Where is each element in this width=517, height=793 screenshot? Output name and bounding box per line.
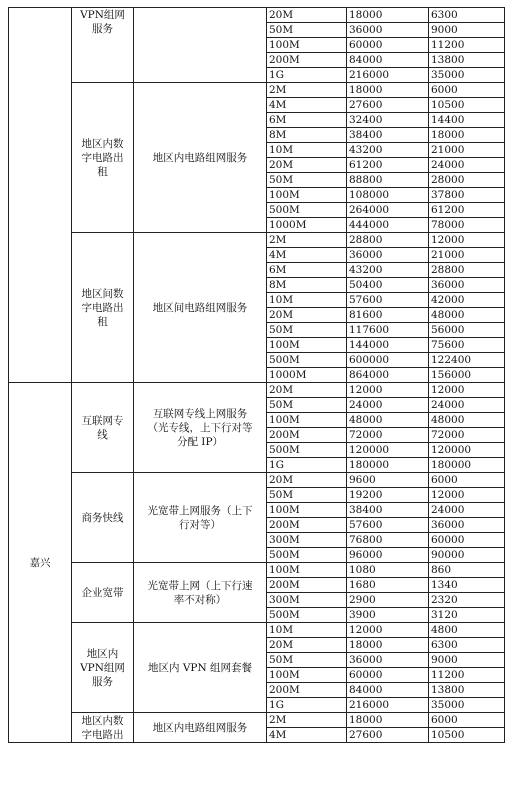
discount-price-cell: 35000 bbox=[429, 68, 505, 83]
list-price-cell: 600000 bbox=[347, 353, 429, 368]
bandwidth-cell: 200M bbox=[267, 518, 347, 533]
category-cell: VPN组网 服务 bbox=[72, 8, 134, 83]
list-price-cell: 36000 bbox=[347, 23, 429, 38]
list-price-cell: 28800 bbox=[347, 233, 429, 248]
table-row bbox=[9, 233, 505, 248]
list-price-cell: 24000 bbox=[347, 398, 429, 413]
bandwidth-cell: 2M bbox=[267, 233, 347, 248]
bandwidth-cell: 10M bbox=[267, 293, 347, 308]
bandwidth-cell: 8M bbox=[267, 128, 347, 143]
discount-price-cell: 2320 bbox=[429, 593, 505, 608]
list-price-cell: 1680 bbox=[347, 578, 429, 593]
list-price-cell: 84000 bbox=[347, 683, 429, 698]
bandwidth-cell: 100M bbox=[267, 38, 347, 53]
discount-price-cell: 90000 bbox=[429, 548, 505, 563]
bandwidth-cell: 20M bbox=[267, 8, 347, 23]
table-row bbox=[9, 623, 505, 638]
list-price-cell: 9600 bbox=[347, 473, 429, 488]
list-price-cell: 57600 bbox=[347, 518, 429, 533]
list-price-cell: 12000 bbox=[347, 623, 429, 638]
list-price-cell: 264000 bbox=[347, 203, 429, 218]
bandwidth-cell: 50M bbox=[267, 488, 347, 503]
discount-price-cell: 24000 bbox=[429, 398, 505, 413]
discount-price-cell: 72000 bbox=[429, 428, 505, 443]
bandwidth-cell: 200M bbox=[267, 683, 347, 698]
discount-price-cell: 37800 bbox=[429, 188, 505, 203]
discount-price-cell: 156000 bbox=[429, 368, 505, 383]
bandwidth-cell: 100M bbox=[267, 563, 347, 578]
bandwidth-cell: 1G bbox=[267, 458, 347, 473]
bandwidth-cell: 50M bbox=[267, 653, 347, 668]
bandwidth-cell: 1000M bbox=[267, 218, 347, 233]
discount-price-cell: 56000 bbox=[429, 323, 505, 338]
table-row bbox=[9, 473, 505, 488]
bandwidth-cell: 200M bbox=[267, 428, 347, 443]
list-price-cell: 444000 bbox=[347, 218, 429, 233]
list-price-cell: 3900 bbox=[347, 608, 429, 623]
bandwidth-cell: 500M bbox=[267, 443, 347, 458]
list-price-cell: 60000 bbox=[347, 38, 429, 53]
discount-price-cell: 12000 bbox=[429, 233, 505, 248]
bandwidth-cell: 100M bbox=[267, 188, 347, 203]
bandwidth-cell: 6M bbox=[267, 113, 347, 128]
category-cell: 企业宽带 bbox=[72, 563, 134, 623]
discount-price-cell: 860 bbox=[429, 563, 505, 578]
list-price-cell: 81600 bbox=[347, 308, 429, 323]
bandwidth-cell: 8M bbox=[267, 278, 347, 293]
category-cell: 地区间数 字电路出 租 bbox=[72, 233, 134, 383]
list-price-cell: 76800 bbox=[347, 533, 429, 548]
bandwidth-cell: 1000M bbox=[267, 368, 347, 383]
discount-price-cell: 75600 bbox=[429, 338, 505, 353]
table-row bbox=[9, 83, 505, 98]
bandwidth-cell: 10M bbox=[267, 623, 347, 638]
list-price-cell: 48000 bbox=[347, 413, 429, 428]
list-price-cell: 60000 bbox=[347, 668, 429, 683]
discount-price-cell: 61200 bbox=[429, 203, 505, 218]
list-price-cell: 144000 bbox=[347, 338, 429, 353]
bandwidth-cell: 10M bbox=[267, 143, 347, 158]
list-price-cell: 18000 bbox=[347, 83, 429, 98]
discount-price-cell: 120000 bbox=[429, 443, 505, 458]
discount-price-cell: 36000 bbox=[429, 518, 505, 533]
discount-price-cell: 48000 bbox=[429, 413, 505, 428]
list-price-cell: 88800 bbox=[347, 173, 429, 188]
bandwidth-cell: 300M bbox=[267, 593, 347, 608]
bandwidth-cell: 200M bbox=[267, 53, 347, 68]
discount-price-cell: 35000 bbox=[429, 698, 505, 713]
table-row bbox=[9, 563, 505, 578]
service-cell: 地区内 VPN 组网套餐 bbox=[134, 623, 267, 713]
discount-price-cell: 60000 bbox=[429, 533, 505, 548]
discount-price-cell: 6300 bbox=[429, 638, 505, 653]
tariff-table-body bbox=[9, 8, 505, 743]
list-price-cell: 117600 bbox=[347, 323, 429, 338]
discount-price-cell: 24000 bbox=[429, 503, 505, 518]
list-price-cell: 18000 bbox=[347, 638, 429, 653]
list-price-cell: 12000 bbox=[347, 383, 429, 398]
bandwidth-cell: 2M bbox=[267, 83, 347, 98]
bandwidth-cell: 2M bbox=[267, 713, 347, 728]
service-cell: 地区内电路组网服务 bbox=[134, 83, 267, 233]
list-price-cell: 32400 bbox=[347, 113, 429, 128]
discount-price-cell: 28800 bbox=[429, 263, 505, 278]
list-price-cell: 96000 bbox=[347, 548, 429, 563]
category-cell: 商务快线 bbox=[72, 473, 134, 563]
discount-price-cell: 12000 bbox=[429, 383, 505, 398]
list-price-cell: 27600 bbox=[347, 98, 429, 113]
bandwidth-cell: 20M bbox=[267, 383, 347, 398]
table-row bbox=[9, 8, 505, 23]
list-price-cell: 50400 bbox=[347, 278, 429, 293]
discount-price-cell: 36000 bbox=[429, 278, 505, 293]
discount-price-cell: 42000 bbox=[429, 293, 505, 308]
discount-price-cell: 48000 bbox=[429, 308, 505, 323]
discount-price-cell: 3120 bbox=[429, 608, 505, 623]
bandwidth-cell: 100M bbox=[267, 503, 347, 518]
discount-price-cell: 13800 bbox=[429, 683, 505, 698]
discount-price-cell: 9000 bbox=[429, 23, 505, 38]
bandwidth-cell: 1G bbox=[267, 698, 347, 713]
discount-price-cell: 12000 bbox=[429, 488, 505, 503]
bandwidth-cell: 500M bbox=[267, 548, 347, 563]
bandwidth-cell: 100M bbox=[267, 668, 347, 683]
discount-price-cell: 9000 bbox=[429, 653, 505, 668]
list-price-cell: 180000 bbox=[347, 458, 429, 473]
bandwidth-cell: 300M bbox=[267, 533, 347, 548]
list-price-cell: 36000 bbox=[347, 248, 429, 263]
bandwidth-cell: 50M bbox=[267, 398, 347, 413]
bandwidth-cell: 4M bbox=[267, 98, 347, 113]
bandwidth-cell: 200M bbox=[267, 578, 347, 593]
discount-price-cell: 78000 bbox=[429, 218, 505, 233]
bandwidth-cell: 500M bbox=[267, 203, 347, 218]
discount-price-cell: 6000 bbox=[429, 83, 505, 98]
bandwidth-cell: 50M bbox=[267, 173, 347, 188]
list-price-cell: 216000 bbox=[347, 698, 429, 713]
discount-price-cell: 24000 bbox=[429, 158, 505, 173]
discount-price-cell: 11200 bbox=[429, 38, 505, 53]
bandwidth-cell: 20M bbox=[267, 308, 347, 323]
list-price-cell: 120000 bbox=[347, 443, 429, 458]
table-row bbox=[9, 383, 505, 398]
discount-price-cell: 6000 bbox=[429, 713, 505, 728]
region-cell: 嘉兴 bbox=[9, 383, 72, 743]
list-price-cell: 61200 bbox=[347, 158, 429, 173]
tariff-table bbox=[8, 7, 505, 743]
category-cell: 地区内数 字电路出 租 bbox=[72, 83, 134, 233]
bandwidth-cell: 4M bbox=[267, 248, 347, 263]
list-price-cell: 72000 bbox=[347, 428, 429, 443]
bandwidth-cell: 6M bbox=[267, 263, 347, 278]
list-price-cell: 19200 bbox=[347, 488, 429, 503]
discount-price-cell: 10500 bbox=[429, 728, 505, 743]
list-price-cell: 36000 bbox=[347, 653, 429, 668]
service-cell bbox=[134, 8, 267, 83]
bandwidth-cell: 500M bbox=[267, 608, 347, 623]
discount-price-cell: 1340 bbox=[429, 578, 505, 593]
region-cell bbox=[9, 8, 72, 383]
service-cell: 光宽带上网服务（上下 行对等） bbox=[134, 473, 267, 563]
list-price-cell: 43200 bbox=[347, 263, 429, 278]
bandwidth-cell: 1G bbox=[267, 68, 347, 83]
discount-price-cell: 6300 bbox=[429, 8, 505, 23]
category-cell: 地区内 VPN组网 服务 bbox=[72, 623, 134, 713]
list-price-cell: 84000 bbox=[347, 53, 429, 68]
bandwidth-cell: 100M bbox=[267, 338, 347, 353]
discount-price-cell: 180000 bbox=[429, 458, 505, 473]
bandwidth-cell: 20M bbox=[267, 158, 347, 173]
bandwidth-cell: 100M bbox=[267, 413, 347, 428]
list-price-cell: 216000 bbox=[347, 68, 429, 83]
list-price-cell: 864000 bbox=[347, 368, 429, 383]
bandwidth-cell: 4M bbox=[267, 728, 347, 743]
discount-price-cell: 14400 bbox=[429, 113, 505, 128]
discount-price-cell: 18000 bbox=[429, 128, 505, 143]
list-price-cell: 2900 bbox=[347, 593, 429, 608]
bandwidth-cell: 50M bbox=[267, 323, 347, 338]
list-price-cell: 108000 bbox=[347, 188, 429, 203]
discount-price-cell: 28000 bbox=[429, 173, 505, 188]
discount-price-cell: 122400 bbox=[429, 353, 505, 368]
list-price-cell: 38400 bbox=[347, 128, 429, 143]
discount-price-cell: 4800 bbox=[429, 623, 505, 638]
list-price-cell: 18000 bbox=[347, 713, 429, 728]
bandwidth-cell: 500M bbox=[267, 353, 347, 368]
list-price-cell: 27600 bbox=[347, 728, 429, 743]
discount-price-cell: 13800 bbox=[429, 53, 505, 68]
service-cell: 地区间电路组网服务 bbox=[134, 233, 267, 383]
discount-price-cell: 6000 bbox=[429, 473, 505, 488]
discount-price-cell: 11200 bbox=[429, 668, 505, 683]
list-price-cell: 38400 bbox=[347, 503, 429, 518]
service-cell: 地区内电路组网服务 bbox=[134, 713, 267, 743]
service-cell: 互联网专线上网服务 （光专线，上下行对等 分配 IP） bbox=[134, 383, 267, 473]
discount-price-cell: 21000 bbox=[429, 143, 505, 158]
list-price-cell: 18000 bbox=[347, 8, 429, 23]
list-price-cell: 43200 bbox=[347, 143, 429, 158]
category-cell: 地区内数 字电路出 bbox=[72, 713, 134, 743]
list-price-cell: 57600 bbox=[347, 293, 429, 308]
table-row bbox=[9, 713, 505, 728]
discount-price-cell: 10500 bbox=[429, 98, 505, 113]
bandwidth-cell: 20M bbox=[267, 638, 347, 653]
discount-price-cell: 21000 bbox=[429, 248, 505, 263]
bandwidth-cell: 20M bbox=[267, 473, 347, 488]
service-cell: 光宽带上网（上下行速 率不对称） bbox=[134, 563, 267, 623]
bandwidth-cell: 50M bbox=[267, 23, 347, 38]
list-price-cell: 1080 bbox=[347, 563, 429, 578]
category-cell: 互联网专 线 bbox=[72, 383, 134, 473]
